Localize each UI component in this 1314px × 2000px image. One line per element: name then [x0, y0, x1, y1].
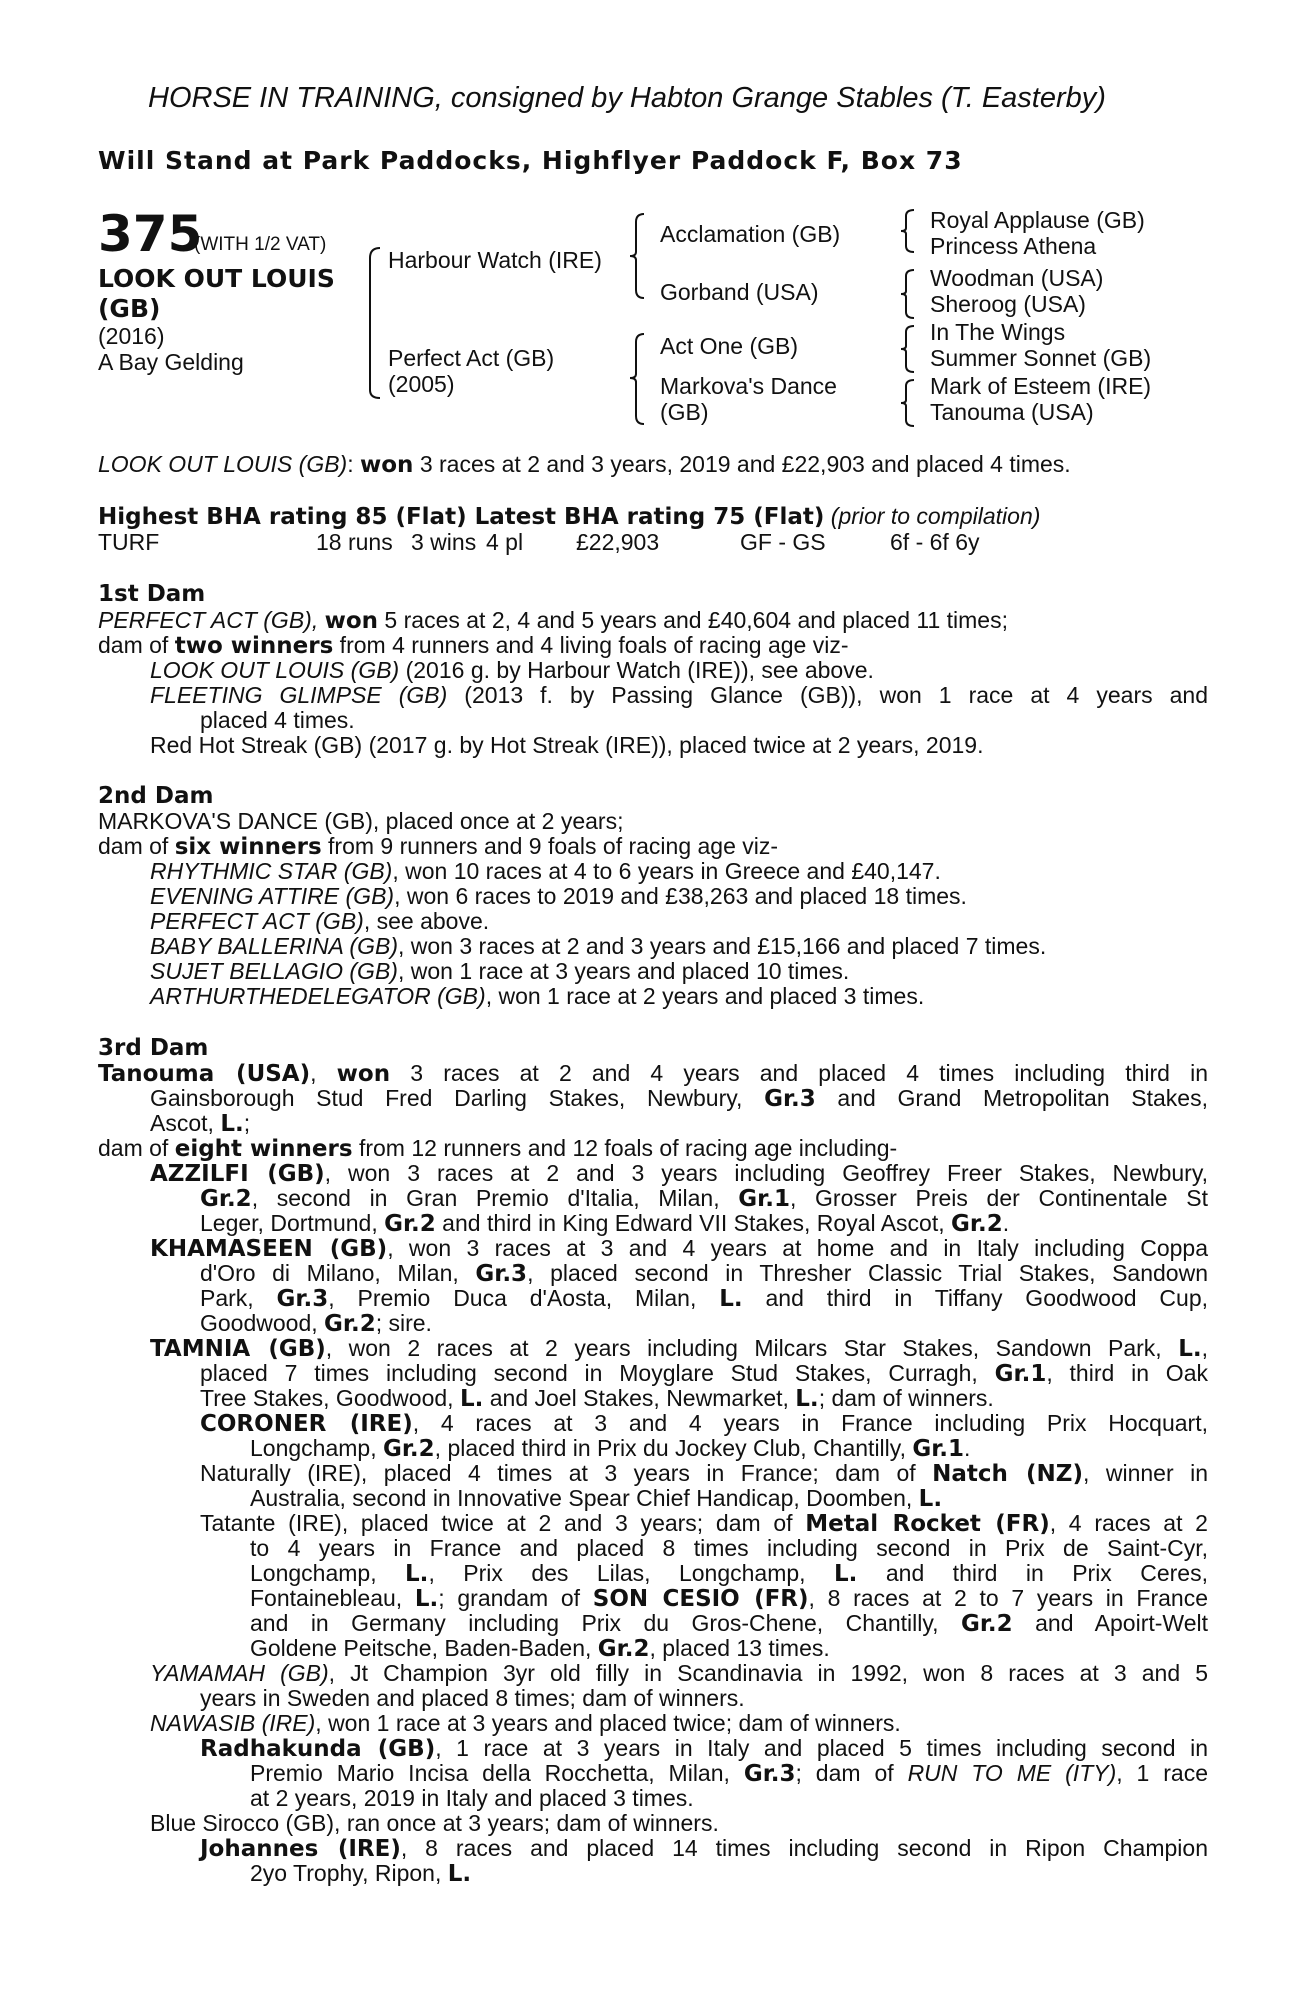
- foaling-year: (2016): [98, 323, 165, 349]
- pedigree-sire-sire: Acclamation (GB): [660, 221, 841, 247]
- second-dam-heading: 2nd Dam: [98, 783, 214, 809]
- turf-wins: 3 wins: [411, 529, 477, 555]
- third-dam-produce: Blue Sirocco (GB), ran once at 3 years; dam of winners.: [150, 1810, 719, 1836]
- third-dam-grandproduce-cont: at 2 years, 2019 in Italy and placed 3 times.: [250, 1785, 694, 1811]
- second-dam-line: MARKOVA'S DANCE (GB), placed once at 2 years;: [98, 808, 624, 834]
- pedigree-dss: In The Wings: [930, 319, 1066, 345]
- first-dam-produce: Red Hot Streak (GB) (2017 g. by Hot Streak (IRE)), placed twice at 2 years, 2019.: [150, 732, 984, 758]
- pedigree-dam-sire: Act One (GB): [660, 333, 799, 359]
- third-dam-line: dam of eight winners from 12 runners and 12 foals of racing age including-: [98, 1135, 898, 1162]
- third-dam-grandproduce: Johannes (IRE), 8 races and placed 14 times including second in Ripon Champion: [200, 1835, 1208, 1862]
- catalogue-header-title: HORSE IN TRAINING, consigned by Habton Grange Stables (T. Easterby): [148, 82, 1106, 114]
- second-dam-produce: EVENING ATTIRE (GB), won 6 races to 2019 and £38,263 and placed 18 times.: [150, 883, 967, 909]
- third-dam-grandproduce-cont: Longchamp, L., Prix des Lilas, Longchamp, L. and third in Prix Ceres,: [250, 1560, 1208, 1587]
- pedigree-bracket-sd: [896, 266, 926, 322]
- pedigree-dam-dam-line1: Markova's Dance: [660, 373, 837, 399]
- horse-name-line1: LOOK OUT LOUIS: [98, 264, 335, 293]
- third-dam-line: Gainsborough Stud Fred Darling Stakes, Newbury, Gr.3 and Grand Metropolitan Stakes,: [150, 1085, 1208, 1112]
- pedigree-bracket-sire-dam: [360, 240, 390, 400]
- race-record-summary: LOOK OUT LOUIS (GB): won 3 races at 2 and 3 years, 2019 and £22,903 and placed 4 times.: [98, 451, 1071, 478]
- pedigree-ssd: Princess Athena: [930, 233, 1097, 259]
- lot-number: 375: [98, 205, 203, 263]
- pedigree-dam-year: (2005): [388, 371, 455, 397]
- first-dam-produce: LOOK OUT LOUIS (GB) (2016 g. by Harbour Watch (IRE)), see above.: [150, 657, 874, 683]
- third-dam-grandproduce-cont: Premio Mario Incisa della Rocchetta, Milan, Gr.3; dam of RUN TO ME (ITY), 1 race: [250, 1760, 1208, 1787]
- second-dam-line: dam of six winners from 9 runners and 9 foals of racing age viz-: [98, 833, 779, 860]
- summary-horse-name: LOOK OUT LOUIS (GB): [98, 451, 348, 477]
- first-dam-line: PERFECT ACT (GB), won 5 races at 2, 4 and 5 years and £40,604 and placed 11 times;: [98, 607, 1008, 634]
- pedigree-dsd: Summer Sonnet (GB): [930, 345, 1152, 371]
- third-dam-grandproduce-cont: and in Germany including Prix du Gros-Chene, Chantilly, Gr.2 and Apoirt-Welt: [250, 1610, 1208, 1637]
- vat-note: (WITH 1/2 VAT): [194, 234, 327, 255]
- bha-rating: [98, 504, 1208, 531]
- bha-rating-values: Highest BHA rating 85 (Flat) Latest BHA rating 75 (Flat): [98, 504, 825, 530]
- turf-prize: £22,903: [576, 529, 660, 555]
- third-dam-produce: NAWASIB (IRE), won 1 race at 3 years and placed twice; dam of winners.: [150, 1710, 901, 1736]
- second-dam-produce: SUJET BELLAGIO (GB), won 1 race at 3 years and placed 10 times.: [150, 958, 850, 984]
- third-dam-produce: TAMNIA (GB), won 2 races at 2 years including Milcars Star Stakes, Sandown Park, L.,: [150, 1335, 1208, 1362]
- first-dam-line: dam of two winners from 4 runners and 4 living foals of racing age viz-: [98, 632, 849, 659]
- horse-name-line2: (GB): [98, 294, 161, 323]
- third-dam-produce-cont: Goodwood, Gr.2; sire.: [200, 1310, 432, 1337]
- third-dam-produce-cont: Gr.2, second in Gran Premio d'Italia, Milan, Gr.1, Grosser Preis der Continentale St: [200, 1185, 1208, 1212]
- second-dam-produce: RHYTHMIC STAR (GB), won 10 races at 4 to 6 years in Greece and £40,147.: [150, 858, 941, 884]
- third-dam-produce-cont: Park, Gr.3, Premio Duca d'Aosta, Milan, L. and third in Tiffany Goodwood Cup,: [200, 1285, 1209, 1312]
- pedigree-dam-dam-line2: (GB): [660, 399, 709, 425]
- third-dam-line: Ascot, L.;: [150, 1110, 251, 1137]
- pedigree-bracket-ss: [896, 206, 926, 256]
- pedigree-dds: Mark of Esteem (IRE): [930, 373, 1152, 399]
- third-dam-grandproduce-cont: to 4 years in France and placed 8 times including second in Prix de Saint-Cyr,: [250, 1535, 1208, 1561]
- pedigree-ddd: Tanouma (USA): [930, 399, 1094, 425]
- third-dam-heading: 3rd Dam: [98, 1035, 209, 1061]
- third-dam-produce-cont: years in Sweden and placed 8 times; dam of winners.: [200, 1685, 745, 1711]
- turf-going: GF - GS: [740, 529, 826, 555]
- first-dam-heading: 1st Dam: [98, 581, 206, 607]
- third-dam-produce-cont: Tree Stakes, Goodwood, L. and Joel Stakes, Newmarket, L.; dam of winners.: [200, 1385, 994, 1412]
- first-dam-produce-cont: placed 4 times.: [200, 707, 355, 733]
- third-dam-produce-cont: d'Oro di Milano, Milan, Gr.3, placed second in Thresher Classic Trial Stakes, Sandown: [200, 1260, 1208, 1287]
- pedigree-sire-dam: Gorband (USA): [660, 279, 819, 305]
- summary-won: won: [360, 452, 414, 478]
- pedigree-bracket-dd: [896, 376, 926, 430]
- first-dam-produce: FLEETING GLIMPSE (GB) (2013 f. by Passing Glance (GB)), won 1 race at 4 years and: [150, 682, 1208, 708]
- pedigree-bracket-dam: [626, 328, 656, 428]
- third-dam-grandproduce-cont: Longchamp, Gr.2, placed third in Prix du Jockey Club, Chantilly, Gr.1.: [250, 1435, 971, 1462]
- turf-stats-row: [98, 530, 1208, 556]
- turf-distance: 6f - 6f 6y: [890, 529, 980, 555]
- pedigree-bracket-sire: [626, 208, 656, 300]
- second-dam-produce: BABY BALLERINA (GB), won 3 races at 2 and 3 years and £15,166 and placed 7 times.: [150, 933, 1047, 959]
- third-dam-grandproduce: Naturally (IRE), placed 4 times at 3 years in France; dam of Natch (NZ), winner in: [200, 1460, 1208, 1487]
- third-dam-grandproduce-cont: Goldene Peitsche, Baden-Baden, Gr.2, placed 13 times.: [250, 1635, 830, 1662]
- third-dam-produce: AZZILFI (GB), won 3 races at 2 and 3 years including Geoffrey Freer Stakes, Newbury,: [150, 1160, 1208, 1187]
- summary-text: 3 races at 2 and 3 years, 2019 and £22,903 and placed 4 times.: [413, 451, 1071, 477]
- second-dam-produce: PERFECT ACT (GB), see above.: [150, 908, 490, 934]
- third-dam-produce-cont: Leger, Dortmund, Gr.2 and third in King Edward VII Stakes, Royal Ascot, Gr.2.: [200, 1210, 1010, 1237]
- third-dam-produce: YAMAMAH (GB), Jt Champion 3yr old filly in Scandinavia in 1992, won 8 races at 3 and 5: [150, 1660, 1208, 1686]
- pedigree-sdd: Sheroog (USA): [930, 291, 1086, 317]
- third-dam-grandproduce-cont: Australia, second in Innovative Spear Chief Handicap, Doomben, L.: [250, 1485, 943, 1512]
- pedigree-dam: Perfect Act (GB): [388, 345, 555, 371]
- stand-location: Will Stand at Park Paddocks, Highflyer Paddock F, Box 73: [98, 146, 963, 175]
- turf-label: TURF: [98, 529, 160, 555]
- third-dam-grandproduce: Radhakunda (GB), 1 race at 3 years in Italy and placed 5 times including second in: [200, 1735, 1208, 1762]
- pedigree-sds: Woodman (USA): [930, 265, 1104, 291]
- pedigree-bracket-ds: [896, 322, 926, 376]
- third-dam-produce: KHAMASEEN (GB), won 3 races at 3 and 4 years at home and in Italy including Coppa: [150, 1235, 1208, 1262]
- pedigree-sire: Harbour Watch (IRE): [388, 247, 602, 273]
- horse-description: A Bay Gelding: [98, 349, 244, 375]
- turf-runs: 18 runs: [316, 529, 393, 555]
- third-dam-grandproduce-cont: Fontainebleau, L.; grandam of SON CESIO (FR), 8 races at 2 to 7 years in France: [250, 1585, 1208, 1612]
- third-dam-grandproduce: CORONER (IRE), 4 races at 3 and 4 years in France including Prix Hocquart,: [200, 1410, 1208, 1437]
- third-dam-grandproduce-cont: 2yo Trophy, Ripon, L.: [250, 1860, 472, 1887]
- turf-placed: 4 pl: [486, 529, 524, 555]
- bha-rating-note: (prior to compilation): [830, 503, 1041, 529]
- third-dam-produce-cont: placed 7 times including second in Moyglare Stud Stakes, Curragh, Gr.1, third in Oak: [200, 1360, 1208, 1387]
- pedigree-sss: Royal Applause (GB): [930, 207, 1145, 233]
- second-dam-produce: ARTHURTHEDELEGATOR (GB), won 1 race at 2 years and placed 3 times.: [150, 983, 925, 1009]
- third-dam-line: Tanouma (USA), won 3 races at 2 and 4 years and placed 4 times including third in: [98, 1060, 1209, 1087]
- third-dam-grandproduce: Tatante (IRE), placed twice at 2 and 3 years; dam of Metal Rocket (FR), 4 races at 2: [200, 1510, 1208, 1537]
